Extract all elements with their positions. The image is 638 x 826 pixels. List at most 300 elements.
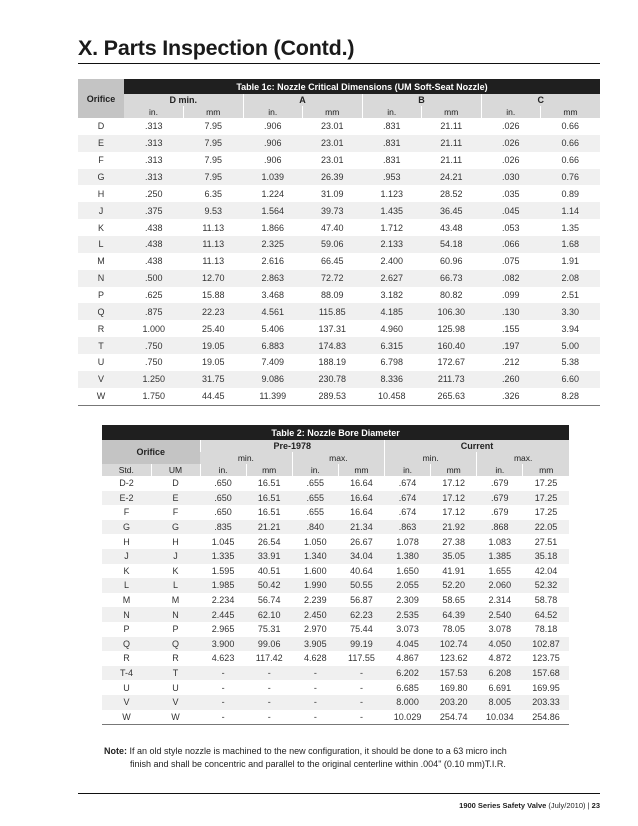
table-cell: 172.67 bbox=[422, 354, 482, 371]
table-cell: 2.055 bbox=[385, 578, 431, 593]
table-row bbox=[78, 185, 600, 202]
table-cell: 4.867 bbox=[385, 651, 431, 666]
table-row bbox=[102, 564, 569, 579]
table-cell: G bbox=[78, 169, 124, 186]
table-cell: 265.63 bbox=[422, 388, 482, 405]
table-cell: 169.80 bbox=[431, 680, 477, 695]
table1-units-row bbox=[78, 106, 600, 118]
table-cell: .313 bbox=[124, 169, 184, 186]
table-cell: 72.72 bbox=[303, 270, 363, 287]
table-cell: 117.55 bbox=[338, 651, 384, 666]
table-cell: 3.182 bbox=[362, 287, 422, 304]
table-cell: 16.51 bbox=[246, 476, 292, 491]
table-cell: 0.89 bbox=[541, 185, 601, 202]
table-cell: 34.04 bbox=[338, 549, 384, 564]
note-label: Note: bbox=[104, 746, 127, 756]
table-cell: H bbox=[78, 185, 124, 202]
table-row bbox=[102, 651, 569, 666]
table1-unit-header: mm bbox=[303, 106, 363, 118]
table-cell: 16.51 bbox=[246, 505, 292, 520]
table-cell: 40.64 bbox=[338, 564, 384, 579]
table-cell: 19.05 bbox=[184, 354, 244, 371]
table1-unit-header: mm bbox=[184, 106, 244, 118]
table-row bbox=[102, 520, 569, 535]
table-cell: - bbox=[200, 710, 246, 725]
table-cell: 230.78 bbox=[303, 371, 363, 388]
table-cell: .674 bbox=[385, 505, 431, 520]
table2-unit-header: Std. bbox=[102, 464, 151, 476]
table-cell: 23.01 bbox=[303, 118, 363, 135]
table2-unit-header: in. bbox=[200, 464, 246, 476]
table-cell: 39.73 bbox=[303, 202, 363, 219]
table-cell: 58.78 bbox=[523, 593, 569, 608]
table-cell: 99.06 bbox=[246, 637, 292, 652]
table-cell: 6.202 bbox=[385, 666, 431, 681]
table-cell: .035 bbox=[481, 185, 541, 202]
table-cell: .030 bbox=[481, 169, 541, 186]
table-cell: 4.960 bbox=[362, 320, 422, 337]
table-cell: .655 bbox=[292, 476, 338, 491]
table-cell: 23.01 bbox=[303, 135, 363, 152]
table-cell: 64.39 bbox=[431, 607, 477, 622]
table-cell: 3.073 bbox=[385, 622, 431, 637]
table-cell: .026 bbox=[481, 118, 541, 135]
table-cell: .625 bbox=[124, 287, 184, 304]
table-row bbox=[78, 253, 600, 270]
table-row bbox=[78, 354, 600, 371]
table-row bbox=[102, 695, 569, 710]
table-row bbox=[78, 287, 600, 304]
table-cell: .650 bbox=[200, 476, 246, 491]
page-footer bbox=[459, 801, 600, 810]
table-cell: 169.95 bbox=[523, 680, 569, 695]
table-cell: 254.74 bbox=[431, 710, 477, 725]
table-cell: .250 bbox=[124, 185, 184, 202]
table-cell: 1.655 bbox=[477, 564, 523, 579]
table-cell: 75.31 bbox=[246, 622, 292, 637]
table-cell: 8.000 bbox=[385, 695, 431, 710]
table-cell: 1.750 bbox=[124, 388, 184, 405]
table-cell: N bbox=[78, 270, 124, 287]
table-cell: 0.76 bbox=[541, 169, 601, 186]
table-row bbox=[78, 270, 600, 287]
table-cell: 31.09 bbox=[303, 185, 363, 202]
table-cell: 5.38 bbox=[541, 354, 601, 371]
table-cell: .082 bbox=[481, 270, 541, 287]
table-cell: .953 bbox=[362, 169, 422, 186]
table-cell: .045 bbox=[481, 202, 541, 219]
table-cell: 289.53 bbox=[303, 388, 363, 405]
table-row bbox=[78, 303, 600, 320]
table-cell: 1.990 bbox=[292, 578, 338, 593]
table-cell: 1.712 bbox=[362, 219, 422, 236]
table-cell: .313 bbox=[124, 135, 184, 152]
subgroup-header-pre-min: min. bbox=[200, 452, 292, 464]
table-cell: - bbox=[200, 666, 246, 681]
table-cell: 6.685 bbox=[385, 680, 431, 695]
table-cell: K bbox=[102, 564, 151, 579]
table-cell: E bbox=[151, 491, 200, 506]
table-cell: 24.21 bbox=[422, 169, 482, 186]
table-cell: .650 bbox=[200, 491, 246, 506]
table-cell: 40.51 bbox=[246, 564, 292, 579]
table-cell: 2.234 bbox=[200, 593, 246, 608]
table-cell: 80.82 bbox=[422, 287, 482, 304]
table-cell: 2.445 bbox=[200, 607, 246, 622]
table-cell: 11.13 bbox=[184, 219, 244, 236]
table-cell: L bbox=[151, 578, 200, 593]
table-cell: V bbox=[151, 695, 200, 710]
table-cell: 2.314 bbox=[477, 593, 523, 608]
table-cell: 21.11 bbox=[422, 152, 482, 169]
table-cell: 1.866 bbox=[243, 219, 303, 236]
table-cell: P bbox=[102, 622, 151, 637]
table-cell: 4.623 bbox=[200, 651, 246, 666]
table-row bbox=[102, 680, 569, 695]
table-cell: .679 bbox=[477, 476, 523, 491]
table-cell: 7.409 bbox=[243, 354, 303, 371]
table-cell: 1.250 bbox=[124, 371, 184, 388]
table-cell: 26.67 bbox=[338, 534, 384, 549]
table-cell: 17.25 bbox=[523, 505, 569, 520]
table-cell: 1.650 bbox=[385, 564, 431, 579]
table-cell: R bbox=[102, 651, 151, 666]
table-cell: 6.798 bbox=[362, 354, 422, 371]
footer-date: (July/2010) bbox=[548, 801, 586, 810]
table-cell: - bbox=[246, 680, 292, 695]
table-cell: .650 bbox=[200, 505, 246, 520]
table-cell: Q bbox=[78, 303, 124, 320]
table-cell: 4.628 bbox=[292, 651, 338, 666]
table2-unit-header: UM bbox=[151, 464, 200, 476]
table-cell: V bbox=[102, 695, 151, 710]
table-cell: T bbox=[78, 337, 124, 354]
table-cell: 1.35 bbox=[541, 219, 601, 236]
table-cell: 17.25 bbox=[523, 476, 569, 491]
table-cell: E-2 bbox=[102, 491, 151, 506]
table-cell: U bbox=[78, 354, 124, 371]
table2-unit-header: in. bbox=[385, 464, 431, 476]
table-cell: .679 bbox=[477, 505, 523, 520]
table-cell: 16.64 bbox=[338, 505, 384, 520]
table-cell: - bbox=[200, 680, 246, 695]
table-cell: 54.18 bbox=[422, 236, 482, 253]
table-cell: 1.078 bbox=[385, 534, 431, 549]
table-cell: 6.315 bbox=[362, 337, 422, 354]
table2-unit-header: mm bbox=[338, 464, 384, 476]
table-cell: 4.561 bbox=[243, 303, 303, 320]
table-cell: - bbox=[338, 666, 384, 681]
table-cell: .674 bbox=[385, 491, 431, 506]
table-cell: - bbox=[338, 695, 384, 710]
table1-group-header-row bbox=[78, 94, 600, 106]
table-cell: D bbox=[151, 476, 200, 491]
table-cell: - bbox=[292, 666, 338, 681]
table-cell: 10.458 bbox=[362, 388, 422, 405]
table-cell: 35.05 bbox=[431, 549, 477, 564]
table-cell: 15.88 bbox=[184, 287, 244, 304]
table-cell: 2.540 bbox=[477, 607, 523, 622]
table-cell: .750 bbox=[124, 337, 184, 354]
group-header-c: C bbox=[481, 94, 600, 106]
table2-body bbox=[102, 476, 569, 725]
table1-body bbox=[78, 118, 600, 405]
table-cell: 1.045 bbox=[200, 534, 246, 549]
table2-unit-header: mm bbox=[246, 464, 292, 476]
table-cell: R bbox=[151, 651, 200, 666]
table-cell: 7.95 bbox=[184, 135, 244, 152]
table-cell: 6.691 bbox=[477, 680, 523, 695]
table-cell: 3.468 bbox=[243, 287, 303, 304]
table-cell: .099 bbox=[481, 287, 541, 304]
table-row bbox=[102, 505, 569, 520]
table-cell: .026 bbox=[481, 152, 541, 169]
note-line-1: If an old style nozzle is machined to the new configuration, it should be done to a 63 micro inch bbox=[129, 746, 507, 756]
table-cell: 31.75 bbox=[184, 371, 244, 388]
table-cell: T bbox=[151, 666, 200, 681]
table-row bbox=[78, 388, 600, 405]
table-cell: 43.48 bbox=[422, 219, 482, 236]
table-cell: 1.335 bbox=[200, 549, 246, 564]
table-cell: 62.10 bbox=[246, 607, 292, 622]
table-cell: 10.034 bbox=[477, 710, 523, 725]
table-cell: - bbox=[338, 710, 384, 725]
table-cell: 2.970 bbox=[292, 622, 338, 637]
table-cell: 9.53 bbox=[184, 202, 244, 219]
table-cell: 2.060 bbox=[477, 578, 523, 593]
table-cell: 7.95 bbox=[184, 169, 244, 186]
table-cell: K bbox=[151, 564, 200, 579]
table-cell: 52.20 bbox=[431, 578, 477, 593]
table1-unit-header: in. bbox=[243, 106, 303, 118]
table-cell: D-2 bbox=[102, 476, 151, 491]
table-cell: .155 bbox=[481, 320, 541, 337]
table1-unit-header: mm bbox=[422, 106, 482, 118]
table-cell: 47.40 bbox=[303, 219, 363, 236]
table-cell: .260 bbox=[481, 371, 541, 388]
title-rule bbox=[78, 63, 600, 64]
table-cell: 123.62 bbox=[431, 651, 477, 666]
table-cell: .313 bbox=[124, 152, 184, 169]
table-cell: .375 bbox=[124, 202, 184, 219]
table-cell: 203.20 bbox=[431, 695, 477, 710]
table-cell: J bbox=[102, 549, 151, 564]
table-cell: .438 bbox=[124, 236, 184, 253]
table-cell: - bbox=[292, 695, 338, 710]
table-row bbox=[78, 219, 600, 236]
table-cell: 17.25 bbox=[523, 491, 569, 506]
table-cell: 66.73 bbox=[422, 270, 482, 287]
table-cell: 6.35 bbox=[184, 185, 244, 202]
table-row bbox=[78, 236, 600, 253]
table-cell: .863 bbox=[385, 520, 431, 535]
table-cell: 2.965 bbox=[200, 622, 246, 637]
table-cell: 2.535 bbox=[385, 607, 431, 622]
table-cell: - bbox=[338, 680, 384, 695]
subgroup-header-pre-max: max. bbox=[292, 452, 384, 464]
table-cell: 7.95 bbox=[184, 152, 244, 169]
table-cell: 117.42 bbox=[246, 651, 292, 666]
table-cell: 102.74 bbox=[431, 637, 477, 652]
table-cell: 4.185 bbox=[362, 303, 422, 320]
footer-rule bbox=[78, 793, 600, 794]
table-cell: F bbox=[102, 505, 151, 520]
table-cell: .750 bbox=[124, 354, 184, 371]
table-cell: 0.66 bbox=[541, 118, 601, 135]
table-cell: 1.600 bbox=[292, 564, 338, 579]
table-cell: 11.13 bbox=[184, 253, 244, 270]
table-cell: 64.52 bbox=[523, 607, 569, 622]
table-cell: 44.45 bbox=[184, 388, 244, 405]
table-cell: 1.039 bbox=[243, 169, 303, 186]
table-cell: 10.029 bbox=[385, 710, 431, 725]
table-cell: 102.87 bbox=[523, 637, 569, 652]
nozzle-critical-dimensions-table bbox=[78, 79, 600, 406]
table2-unit-header: mm bbox=[523, 464, 569, 476]
table-cell: 8.336 bbox=[362, 371, 422, 388]
table-cell: .831 bbox=[362, 152, 422, 169]
table-cell: - bbox=[246, 666, 292, 681]
table-cell: .130 bbox=[481, 303, 541, 320]
table-cell: 3.905 bbox=[292, 637, 338, 652]
table-cell: 17.12 bbox=[431, 491, 477, 506]
table-row bbox=[102, 491, 569, 506]
table-cell: 174.83 bbox=[303, 337, 363, 354]
table-cell: .438 bbox=[124, 219, 184, 236]
table-cell: .066 bbox=[481, 236, 541, 253]
table2-units-row bbox=[102, 464, 569, 476]
table-cell: 1.083 bbox=[477, 534, 523, 549]
table-cell: 1.340 bbox=[292, 549, 338, 564]
table-cell: 1.224 bbox=[243, 185, 303, 202]
table-row bbox=[78, 152, 600, 169]
table1-unit-header: mm bbox=[541, 106, 601, 118]
note-line-2: finish and shall be concentric and parallel to the original centerline within .004" (0.10 mm)T.I.R. bbox=[130, 759, 506, 769]
table-cell: .075 bbox=[481, 253, 541, 270]
table-cell: 35.18 bbox=[523, 549, 569, 564]
table-cell: 21.21 bbox=[246, 520, 292, 535]
table-cell: 21.92 bbox=[431, 520, 477, 535]
table-cell: 58.65 bbox=[431, 593, 477, 608]
table-cell: 23.01 bbox=[303, 152, 363, 169]
table-cell: L bbox=[78, 236, 124, 253]
table-cell: .026 bbox=[481, 135, 541, 152]
table-cell: 0.66 bbox=[541, 135, 601, 152]
table-cell: 78.18 bbox=[523, 622, 569, 637]
table-cell: - bbox=[292, 680, 338, 695]
table-cell: 2.309 bbox=[385, 593, 431, 608]
table-cell: 78.05 bbox=[431, 622, 477, 637]
orifice-header: Orifice bbox=[78, 79, 124, 118]
table-cell: H bbox=[151, 534, 200, 549]
table-cell: 88.09 bbox=[303, 287, 363, 304]
table-cell: .313 bbox=[124, 118, 184, 135]
orifice-header: Orifice bbox=[102, 440, 200, 464]
table-cell: 19.05 bbox=[184, 337, 244, 354]
table-cell: 1.564 bbox=[243, 202, 303, 219]
table-cell: .835 bbox=[200, 520, 246, 535]
table-cell: 160.40 bbox=[422, 337, 482, 354]
table-cell: 22.05 bbox=[523, 520, 569, 535]
table-cell: .674 bbox=[385, 476, 431, 491]
table-cell: 22.23 bbox=[184, 303, 244, 320]
table-cell: .906 bbox=[243, 135, 303, 152]
table-row bbox=[102, 666, 569, 681]
table-row bbox=[102, 534, 569, 549]
table-cell: 7.95 bbox=[184, 118, 244, 135]
table-cell: 157.53 bbox=[431, 666, 477, 681]
table-cell: 2.400 bbox=[362, 253, 422, 270]
table-cell: 41.91 bbox=[431, 564, 477, 579]
footer-separator: | bbox=[587, 801, 590, 810]
table-cell: .438 bbox=[124, 253, 184, 270]
table-cell: - bbox=[200, 695, 246, 710]
table-cell: 4.045 bbox=[385, 637, 431, 652]
table-cell: 115.85 bbox=[303, 303, 363, 320]
table-cell: .326 bbox=[481, 388, 541, 405]
table-cell: 11.399 bbox=[243, 388, 303, 405]
table-cell: 2.325 bbox=[243, 236, 303, 253]
table1-unit-header: in. bbox=[124, 106, 184, 118]
table-cell: - bbox=[246, 710, 292, 725]
table-cell: 0.66 bbox=[541, 152, 601, 169]
table-cell: 2.863 bbox=[243, 270, 303, 287]
table2-title: Table 2: Nozzle Bore Diameter bbox=[102, 425, 569, 440]
table-cell: 66.45 bbox=[303, 253, 363, 270]
table-row bbox=[102, 710, 569, 725]
table-row bbox=[78, 337, 600, 354]
table-cell: 21.34 bbox=[338, 520, 384, 535]
table-cell: 21.11 bbox=[422, 135, 482, 152]
table-cell: 28.52 bbox=[422, 185, 482, 202]
table-cell: 27.51 bbox=[523, 534, 569, 549]
table-cell: 59.06 bbox=[303, 236, 363, 253]
table-cell: R bbox=[78, 320, 124, 337]
table-cell: W bbox=[78, 388, 124, 405]
table-row bbox=[102, 593, 569, 608]
table-cell: 2.51 bbox=[541, 287, 601, 304]
table-cell: 6.60 bbox=[541, 371, 601, 388]
table-cell: 11.13 bbox=[184, 236, 244, 253]
table-cell: 1.380 bbox=[385, 549, 431, 564]
table-cell: 56.87 bbox=[338, 593, 384, 608]
table-cell: J bbox=[78, 202, 124, 219]
table-cell: 1.050 bbox=[292, 534, 338, 549]
table-cell: 12.70 bbox=[184, 270, 244, 287]
table-cell: H bbox=[102, 534, 151, 549]
table1-unit-header: in. bbox=[362, 106, 422, 118]
subgroup-header-current-min: min. bbox=[385, 452, 477, 464]
table2-unit-header: in. bbox=[292, 464, 338, 476]
table-cell: 3.94 bbox=[541, 320, 601, 337]
table-cell: M bbox=[151, 593, 200, 608]
table-cell: 52.32 bbox=[523, 578, 569, 593]
table-cell: L bbox=[102, 578, 151, 593]
table-cell: .868 bbox=[477, 520, 523, 535]
table-cell: 1.985 bbox=[200, 578, 246, 593]
table-cell: 203.33 bbox=[523, 695, 569, 710]
table-cell: 1.000 bbox=[124, 320, 184, 337]
table-cell: F bbox=[151, 505, 200, 520]
table-cell: 9.086 bbox=[243, 371, 303, 388]
table-cell: 123.75 bbox=[523, 651, 569, 666]
table-cell: T-4 bbox=[102, 666, 151, 681]
table-cell: 3.900 bbox=[200, 637, 246, 652]
table-cell: 2.239 bbox=[292, 593, 338, 608]
table-cell: 26.39 bbox=[303, 169, 363, 186]
table-cell: .655 bbox=[292, 491, 338, 506]
table-cell: .875 bbox=[124, 303, 184, 320]
